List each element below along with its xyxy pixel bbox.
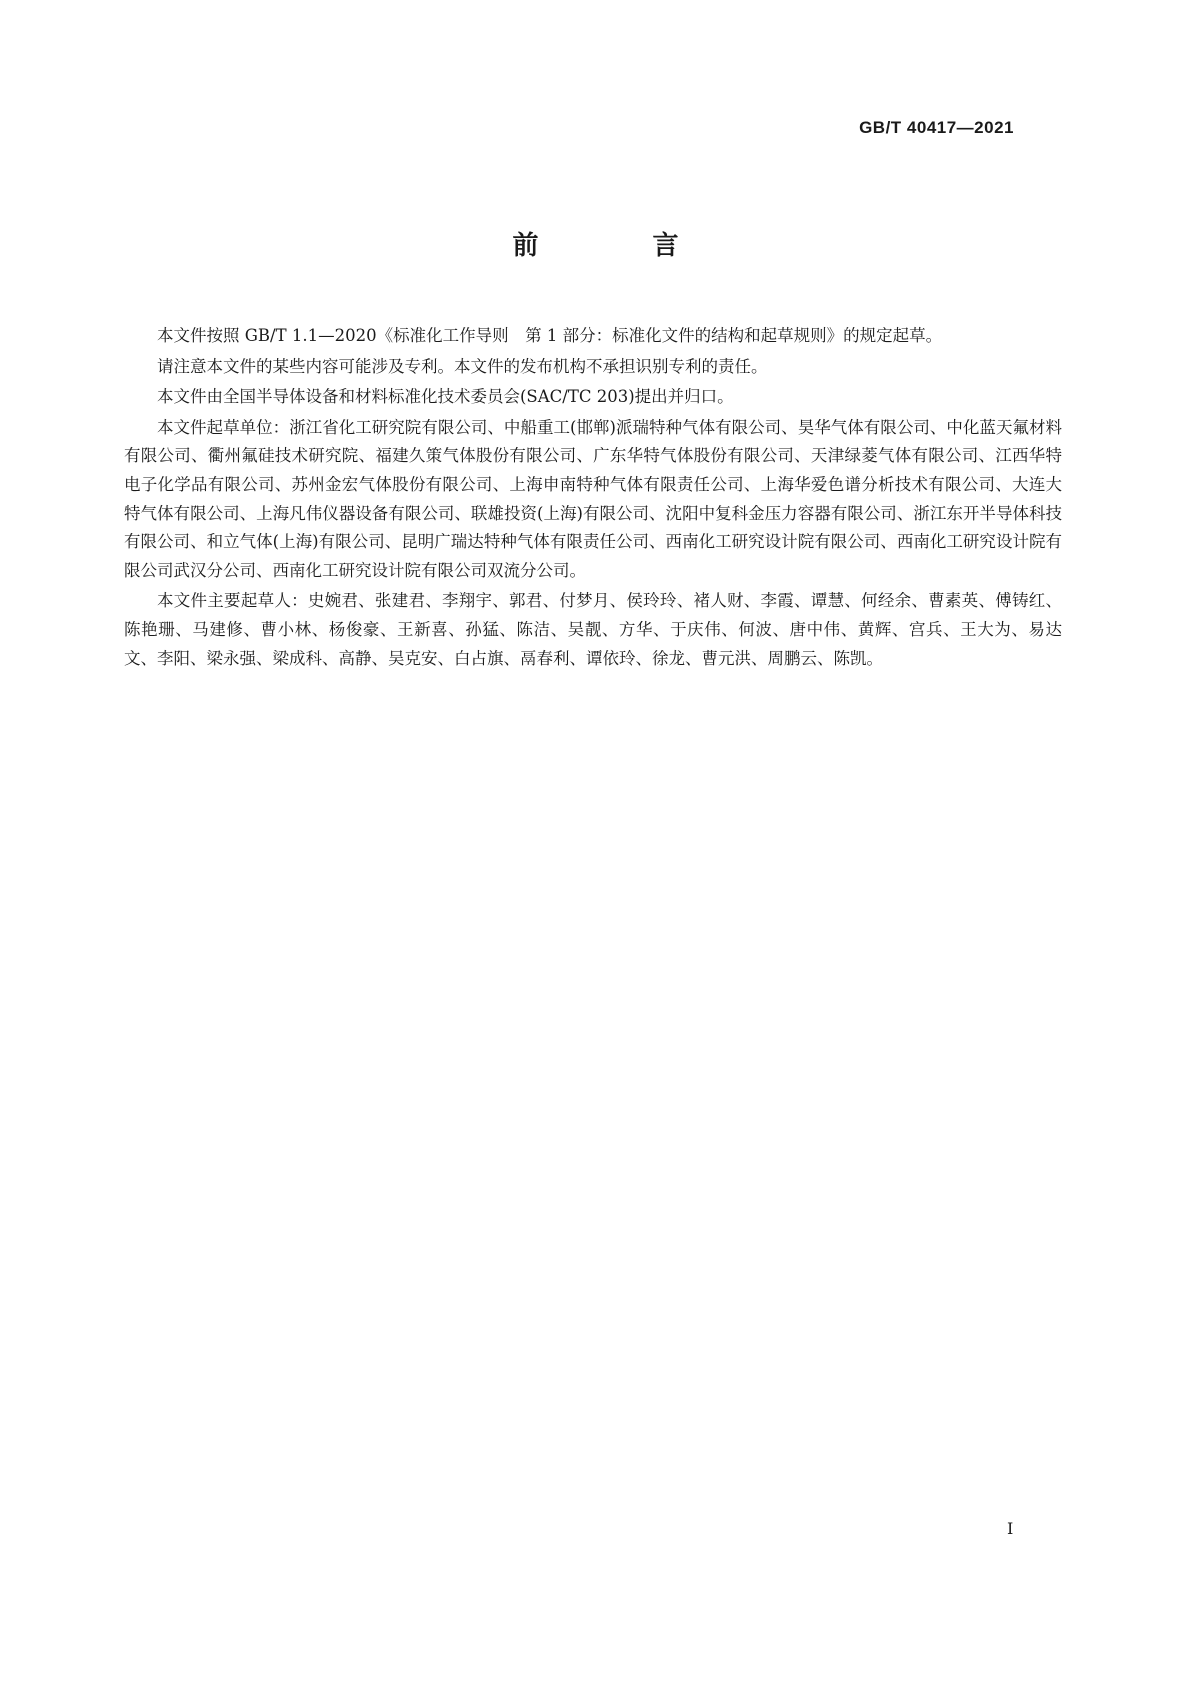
paragraph-proposer: 本文件由全国半导体设备和材料标准化技术委员会(SAC/TC 203)提出并归口。 — [157, 387, 734, 407]
page-title: 前 言 — [512, 231, 723, 261]
foreword-body — [124, 322, 1062, 675]
page-number: I — [1007, 1519, 1014, 1538]
standard-number: GB/T 40417—2021 — [859, 118, 1014, 137]
paragraph-drafting-units: 本文件起草单位：浙江省化工研究院有限公司、中船重工(邯郸)派瑞特种气体有限公司、昊华气体有限公司、中化蓝天氟材料有限公司、衢州氟硅技术研究院、福建久策气体股份有限公司、广东华特气体股份有限公司、天津绿菱气体有限公司、江西华特电子化学品有限公司、苏州金宏气体股份有限公司、上海申南特种气体有限责任公司、上海华爱色谱分析技术有限公司、大连大特气体有限公司、上海凡伟仪器设备有限公司、联雄投资(上海)有限公司、沈阳中复科金压力容器有限公司、浙江东开半导体科技有限公司、和立气体(上海)有限公司、昆明广瑞达特种气体有限责任公司、西南化工研究设计院有限公司、西南化工研究设计院有限公司武汉分公司、西南化工研究设计院有限公司双流分公司。 — [124, 417, 1062, 580]
paragraph-patent-notice: 请注意本文件的某些内容可能涉及专利。本文件的发布机构不承担识别专利的责任。 — [157, 356, 768, 376]
paragraph-drafting-rules: 本文件按照 GB/T 1.1—2020《标准化工作导则 第 1 部分：标准化文件的结构和起草规则》的规定起草。 — [157, 326, 943, 345]
paragraph-drafters: 本文件主要起草人：史婉君、张建君、李翔宇、郭君、付梦月、侯玲玲、褚人财、李霞、谭慧、何经余、曹素英、傅铸红、陈艳珊、马建修、曹小林、杨俊豪、王新喜、孙猛、陈洁、吴靓、方华、于庆伟、何波、唐中伟、黄辉、宫兵、王大为、易达文、李阳、梁永强、梁成科、高静、吴克安、白占旗、鬲春利、谭依玲、徐龙、曹元洪、周鹏云、陈凯。 — [124, 591, 1062, 668]
